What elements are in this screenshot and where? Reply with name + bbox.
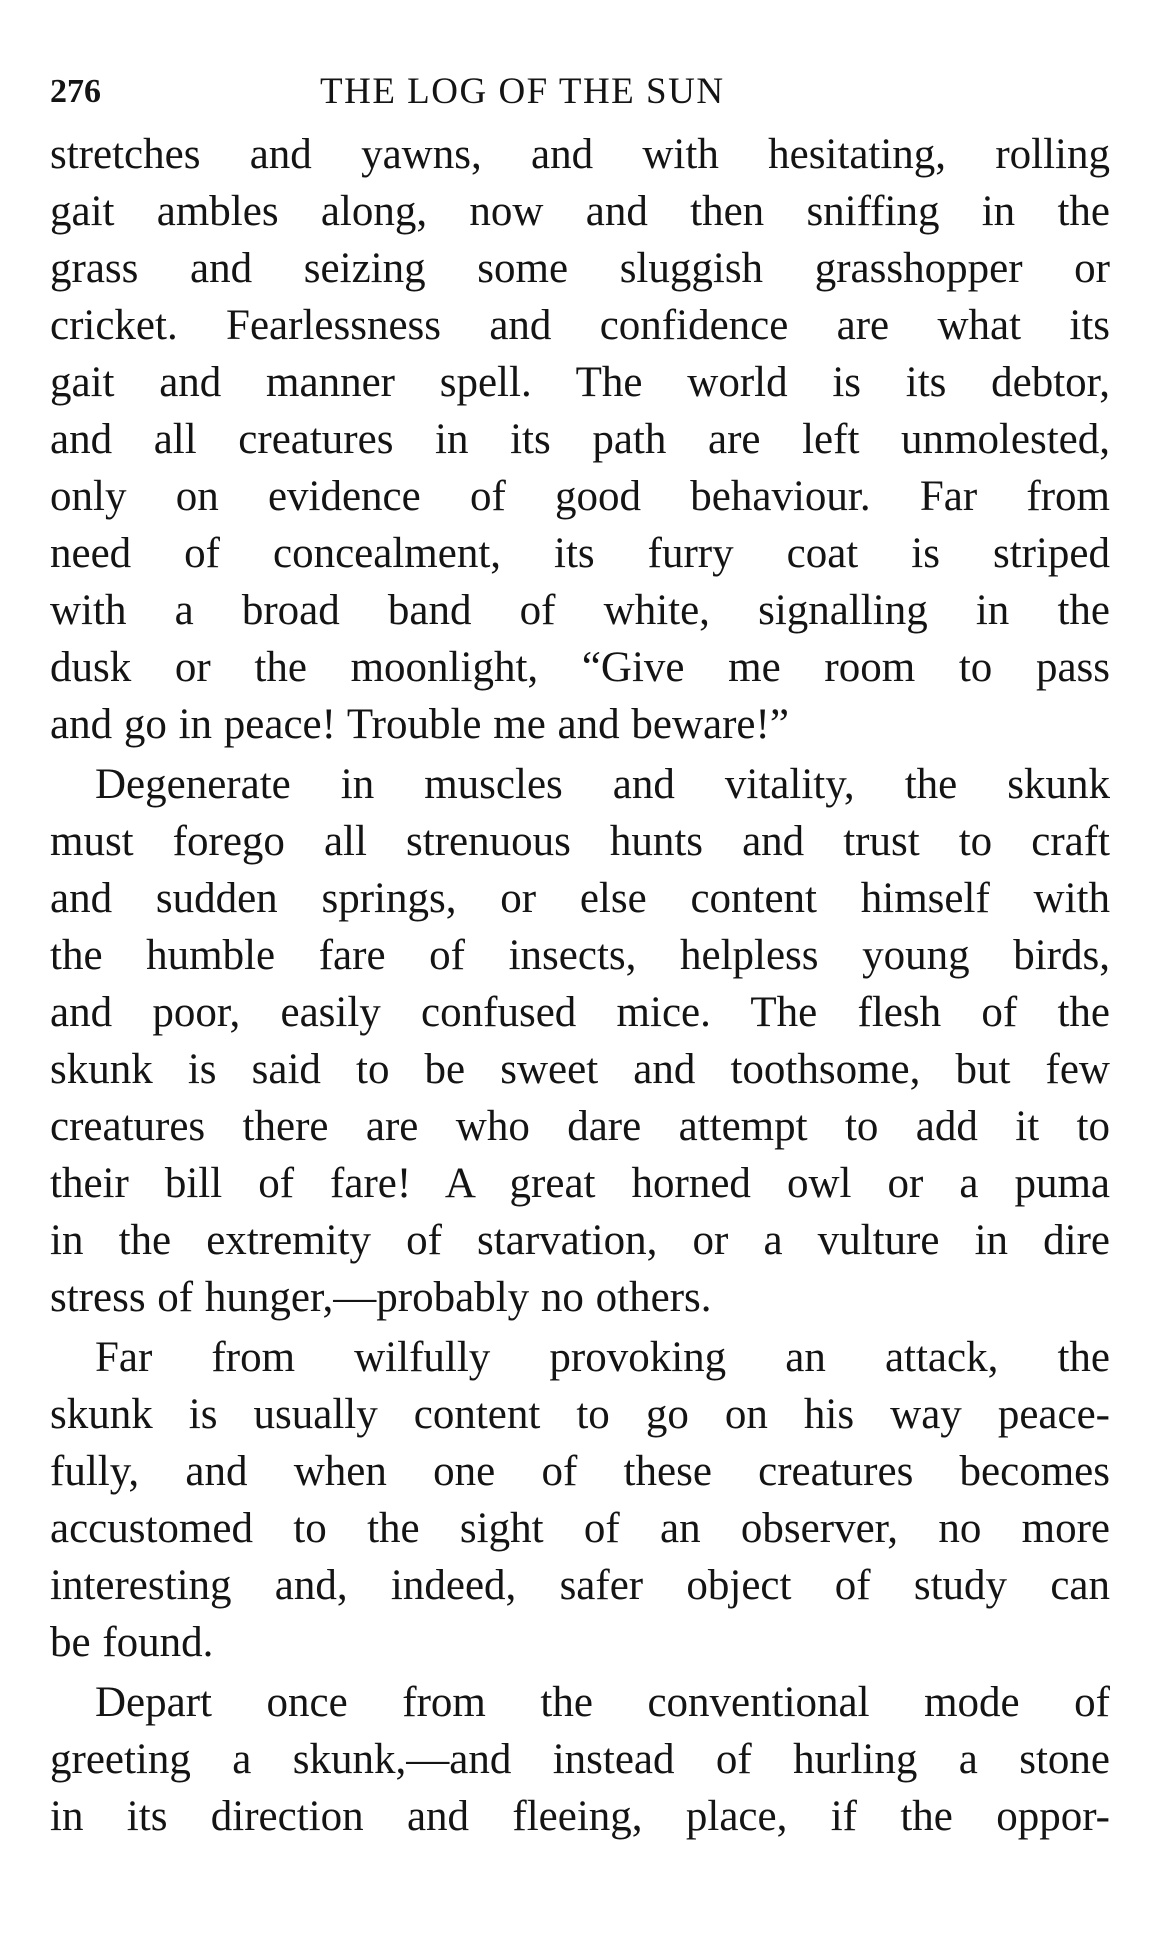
text-line: and poor, easily confused mice. The flesh of the	[50, 989, 1110, 1036]
text-line: Far from wilfully provoking an attack, the	[95, 1334, 1110, 1381]
text-line: and go in peace! Trouble me and beware!”	[50, 701, 789, 748]
text-line: fully, and when one of these creatures becomes	[50, 1448, 1110, 1495]
running-head: THE LOG OF THE SUN	[320, 71, 725, 112]
text-line: must forego all strenuous hunts and trust to craft	[50, 818, 1110, 865]
text-line: Depart once from the conventional mode of	[95, 1679, 1110, 1726]
page-number: 276	[50, 73, 101, 110]
text-line: gait ambles along, now and then sniffing in the	[50, 188, 1110, 235]
text-line: Degenerate in muscles and vitality, the skunk	[95, 761, 1110, 808]
text-line: creatures there are who dare attempt to add it to	[50, 1103, 1110, 1150]
text-line: only on evidence of good behaviour. Far from	[50, 473, 1110, 520]
text-line: and sudden springs, or else content himself with	[50, 875, 1110, 922]
text-line: their bill of fare! A great horned owl or a puma	[50, 1160, 1110, 1207]
page-header	[50, 60, 1110, 124]
text-line: grass and seizing some sluggish grasshopper or	[50, 245, 1110, 292]
text-line: the humble fare of insects, helpless young birds,	[50, 932, 1110, 979]
text-line: in the extremity of starvation, or a vulture in dire	[50, 1217, 1110, 1264]
text-line: greeting a skunk,—and instead of hurling a stone	[50, 1736, 1110, 1783]
text-line: stress of hunger,—probably no others.	[50, 1274, 712, 1321]
body-text	[50, 126, 1110, 1845]
text-line: dusk or the moonlight, “Give me room to pass	[50, 644, 1110, 691]
text-line: with a broad band of white, signalling in the	[50, 587, 1110, 634]
text-line: in its direction and fleeing, place, if the oppor-	[50, 1793, 1110, 1840]
text-line: and all creatures in its path are left unmolested,	[50, 416, 1110, 463]
text-line: accustomed to the sight of an observer, no more	[50, 1505, 1110, 1552]
paragraph	[50, 1329, 1110, 1671]
text-line: interesting and, indeed, safer object of study can	[50, 1562, 1110, 1609]
paragraph	[50, 756, 1110, 1326]
text-line: be found.	[50, 1619, 214, 1666]
text-line: gait and manner spell. The world is its debtor,	[50, 359, 1110, 406]
text-line: stretches and yawns, and with hesitating, rolling	[50, 131, 1110, 178]
paragraph	[50, 126, 1110, 753]
paragraph	[50, 1674, 1110, 1845]
text-line: skunk is usually content to go on his way peace-	[50, 1391, 1110, 1438]
text-line: cricket. Fearlessness and confidence are what its	[50, 302, 1110, 349]
book-page	[50, 60, 1110, 1845]
text-line: skunk is said to be sweet and toothsome, but few	[50, 1046, 1110, 1093]
text-line: need of concealment, its furry coat is striped	[50, 530, 1110, 577]
